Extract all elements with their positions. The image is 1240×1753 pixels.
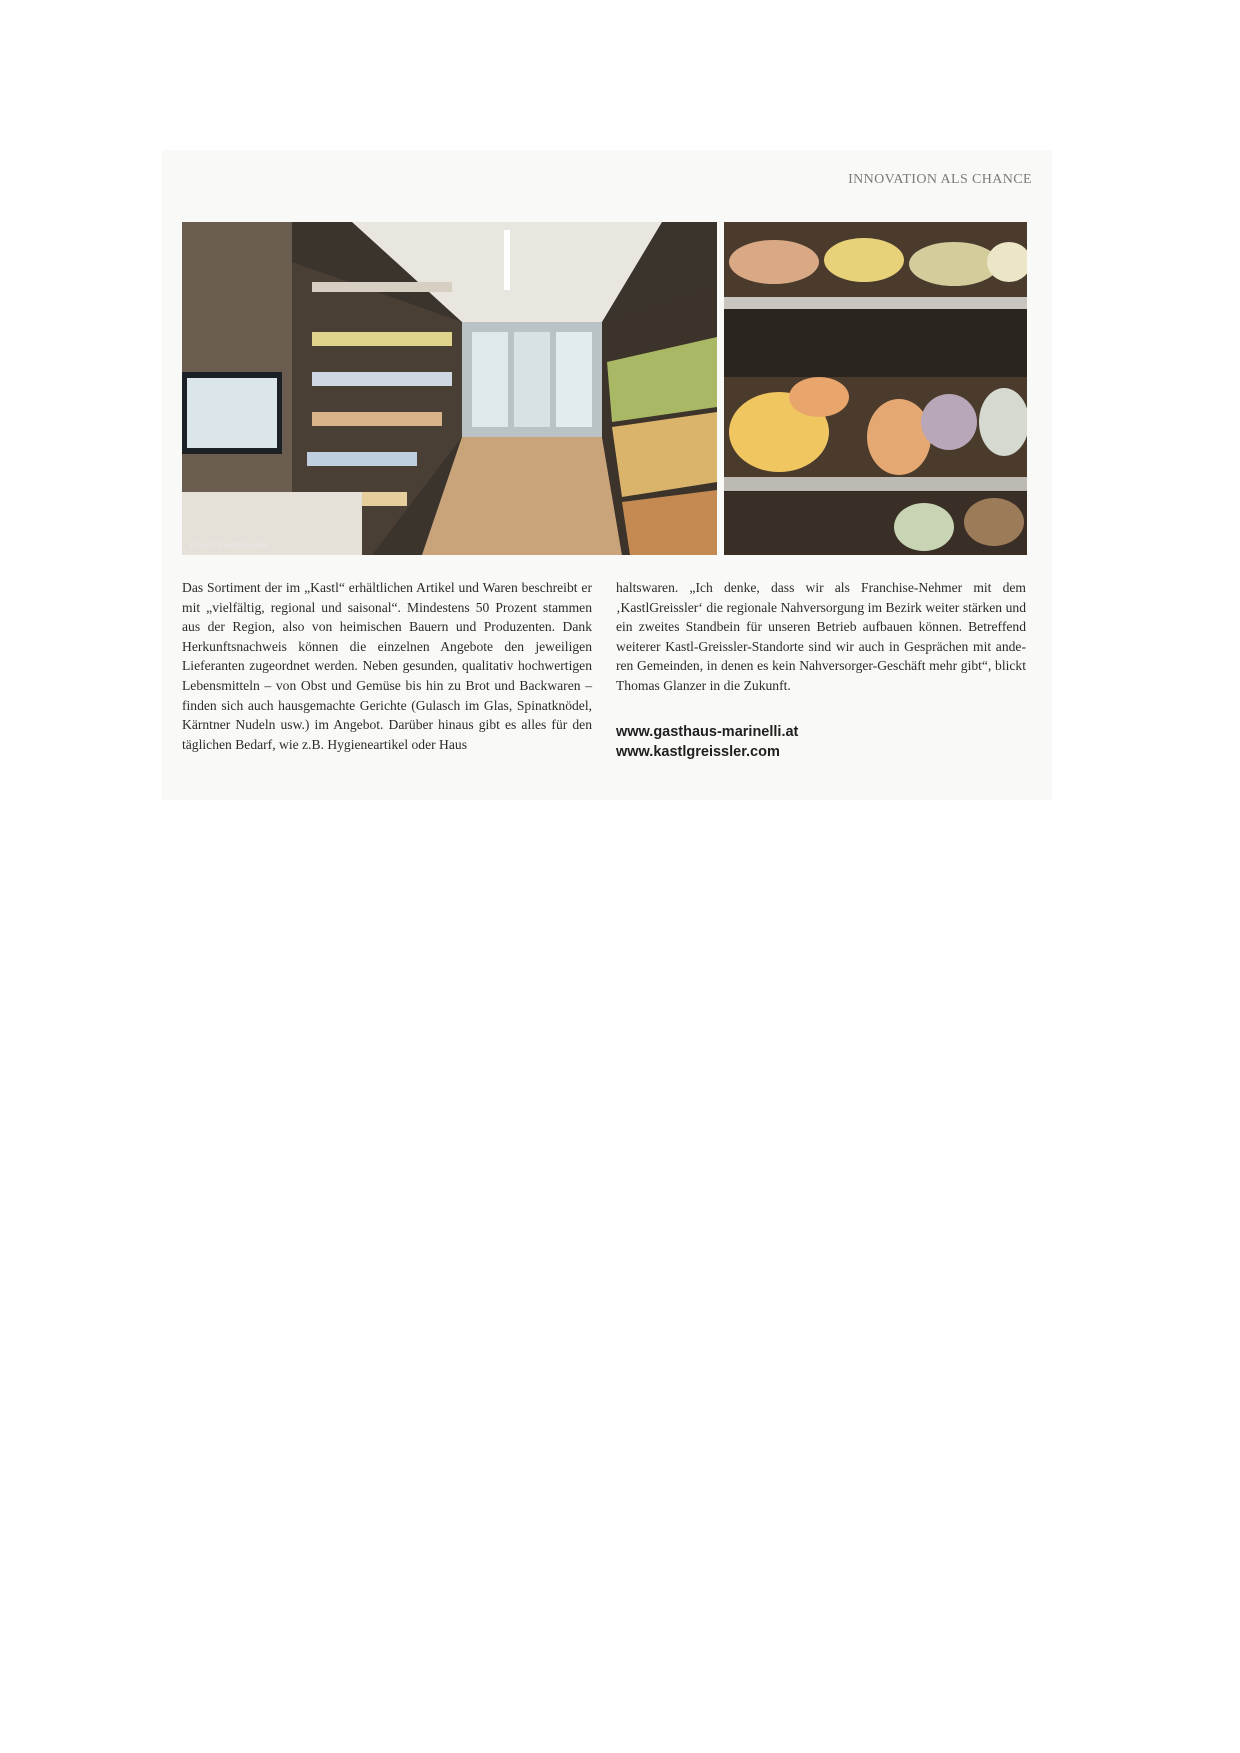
article-paragraph: Das Sortiment der im „Kastl“ erhältlichen Artikel und Waren beschreibt er mit „vielfältig, regional und saisonal“. Mindestens 50 Prozent stammen aus der Region, also von heimischen Bauern und Produzenten. Dank Herkunftsnachweis können die einzelnen Angebote den jeweiligen Lieferanten zugeordnet werden. Neben gesunden, qualitativ hochwertigen Lebensmitteln – von Obst und Gemüse bis hin zu Brot und Backwaren – finden sich auch hausgemachte Gerichte (Gulasch im Glas, Spinatknödel, Kärntner Nudeln usw.) im Angebot. Darüber hinaus gibt es alles für den täglichen Bedarf, wie z.B. Hygieneartikel oder Haus xyxy=(182,580,592,752)
website-links xyxy=(616,722,1026,762)
produce-shelf-image xyxy=(724,222,1027,555)
photo-credit: Foto: © KastlGreissler xyxy=(190,541,269,550)
link-gasthaus-marinelli[interactable]: www.gasthaus-marinelli.at xyxy=(616,723,799,740)
link-kastlgreissler[interactable]: www.kastlgreissler.com xyxy=(616,743,780,760)
magazine-clipping xyxy=(162,150,1052,800)
article-column-left xyxy=(182,578,592,754)
shop-interior-image xyxy=(182,222,717,555)
shop-interior-photo xyxy=(182,222,717,555)
article-column-right xyxy=(616,578,1026,762)
produce-shelf-photo xyxy=(724,222,1027,555)
article-paragraph: haltswaren. „Ich denke, dass wir als Franchise-Nehmer mit dem ‚KastlGreissler‘ die regionale Nahversorgung im Bezirk weiter stärken und ein zweites Standbein für unseren Betrieb aufbauen können. Betreffend weiterer Kastl-Greissler-Standorte sind wir auch in Gesprächen mit anderen Gemeinden, in denen es kein Nahversorger-Geschäft mehr gibt“, blickt Thomas Glanzer in die Zukunft. xyxy=(616,580,1026,693)
section-title: INNOVATION ALS CHANCE xyxy=(848,172,1032,187)
